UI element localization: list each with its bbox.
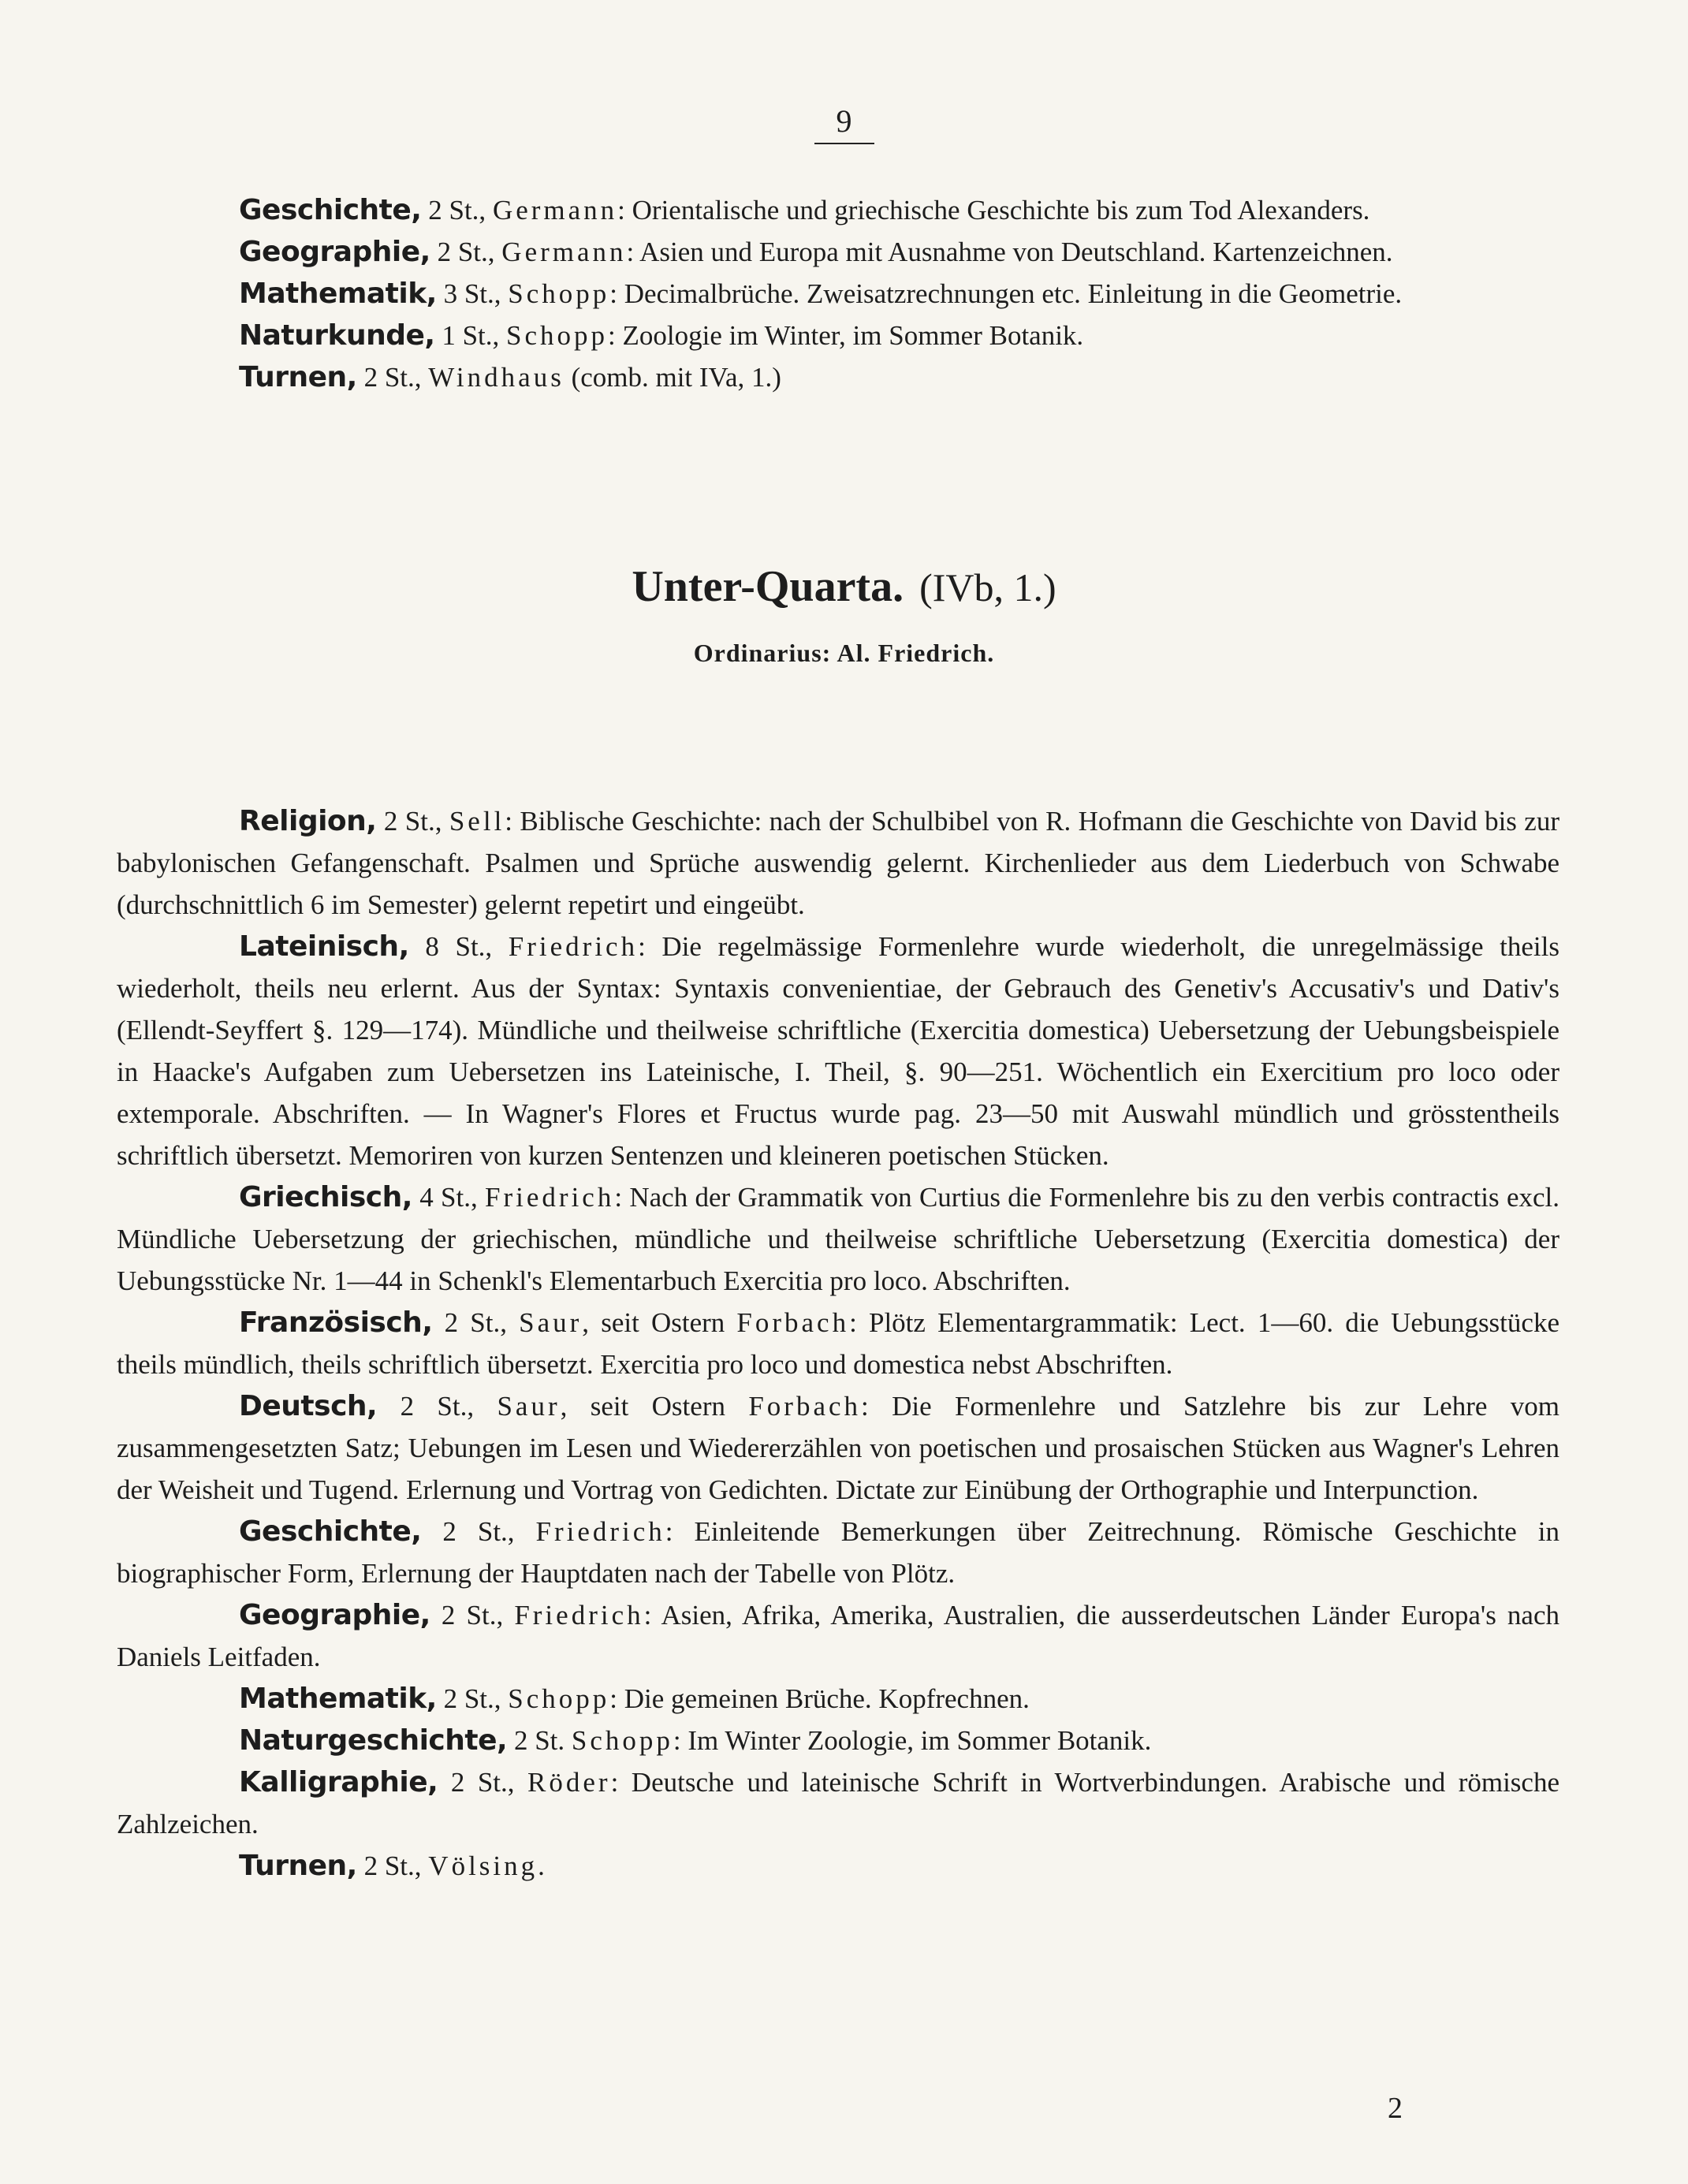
entry: Deutsch, 2 St., Saur, seit Ostern Forbach: Die Formenlehre und Satzlehre bis zur Lehre vom zusammengesetzten Satz; Uebungen im Lesen und Wiedererzählen von poetischen und prosaischen Stücken aus Wagner's Lehren der Weisheit und Tugend. Erlernung und Vortrag von Gedichten. Dictate zur Einübung der Orthographie und Interpunction. [117,1390,1559,1505]
entry: Turnen, 2 St., Windhaus (comb. mit IVa, 1.) [239,361,781,393]
entry: Geschichte, 2 St., Friedrich: Einleitende Bemerkungen über Zeitrechnung. Römische Geschichte in biographischer Form, Erlernung der Hauptdaten nach der Tabelle von Plötz. [117,1515,1559,1589]
page-number: 9 [0,102,1688,144]
entry: Geographie, 2 St., Germann: Asien und Europa mit Ausnahme von Deutschland. Kartenzeichnen. [239,236,1393,268]
entry: Lateinisch, 8 St., Friedrich: Die regelmässige Formenlehre wurde wiederholt, die unregelmässige theils wiederholt, theils neu erlernt. Aus der Syntax: Syntaxis convenientiae, der Gebrauch des Genetiv's Accusativ's und Dativ's (Ellendt-Seyffert §. 129—174). Mündliche und theilweise schriftliche (Exercitia domestica) Uebersetzung der Uebungsbeispiele in Haacke's Aufgaben zum Uebersetzen ins Lateinische, I. Theil, §. 90—251. Wöchentlich ein Exercitium pro loco oder extemporale. Abschriften. — In Wagner's Flores et Fructus wurde pag. 23—50 mit Auswahl mündlich und grösstentheils schriftlich übersetzt. Memoriren von kurzen Sentenzen und kleineren poetischen Stücken. [117,930,1559,1171]
entry: Mathematik, 3 St., Schopp: Decimalbrüche. Zweisatzrechnungen etc. Einleitung in die Geometrie. [239,278,1403,310]
entry: Französisch, 2 St., Saur, seit Ostern Forbach: Plötz Elementargrammatik: Lect. 1—60. die Uebungsstücke theils mündlich, theils schriftlich übersetzt. Exercitia pro loco und domestica nebst Abschriften. [117,1306,1559,1380]
section-unter-quarta [117,800,1559,1887]
ordinarius-line: Ordinarius: Al. Friedrich. [693,639,995,667]
entry: Kalligraphie, 2 St., Röder: Deutsche und lateinische Schrift in Wortverbindungen. Arabische und römische Zahlzeichen. [117,1766,1559,1839]
entry: Geschichte, 2 St., Germann: Orientalische und griechische Geschichte bis zum Tod Alexanders. [239,194,1370,226]
section-upper [117,189,1559,398]
entry: Naturkunde, 1 St., Schopp: Zoologie im Winter, im Sommer Botanik. [239,319,1084,352]
entry: Turnen, 2 St., Völsing. [239,1850,545,1882]
entry: Mathematik, 2 St., Schopp: Die gemeinen Brüche. Kopfrechnen. [239,1683,1030,1715]
section-heading: Unter-Quarta. (IVb, 1.) [632,562,1056,611]
entry: Geographie, 2 St., Friedrich: Asien, Afrika, Amerika, Australien, die ausserdeutschen Länder Europa's nach Daniels Leitfaden. [117,1599,1559,1672]
entry: Naturgeschichte, 2 St. Schopp: Im Winter Zoologie, im Sommer Botanik. [239,1724,1152,1757]
entry: Religion, 2 St., Sell: Biblische Geschichte: nach der Schulbibel von R. Hofmann die Geschichte von David bis zur babylonischen Gefangenschaft. Psalmen und Sprüche auswendig gelernt. Kirchenlieder aus dem Liederbuch von Schwabe (durchschnittlich 6 im Semester) gelernt repetirt und eingeübt. [117,805,1559,920]
footer-signature-number: 2 [1388,2092,1403,2125]
entry: Griechisch, 4 St., Friedrich: Nach der Grammatik von Curtius die Formenlehre bis zu den verbis contractis excl. Mündliche Uebersetzung der griechischen, mündliche und theilweise schriftliche Uebersetzung (Exercitia domestica) der Uebungsstücke Nr. 1—44 in Schenkl's Elementarbuch Exercitia pro loco. Abschriften. [117,1181,1559,1296]
